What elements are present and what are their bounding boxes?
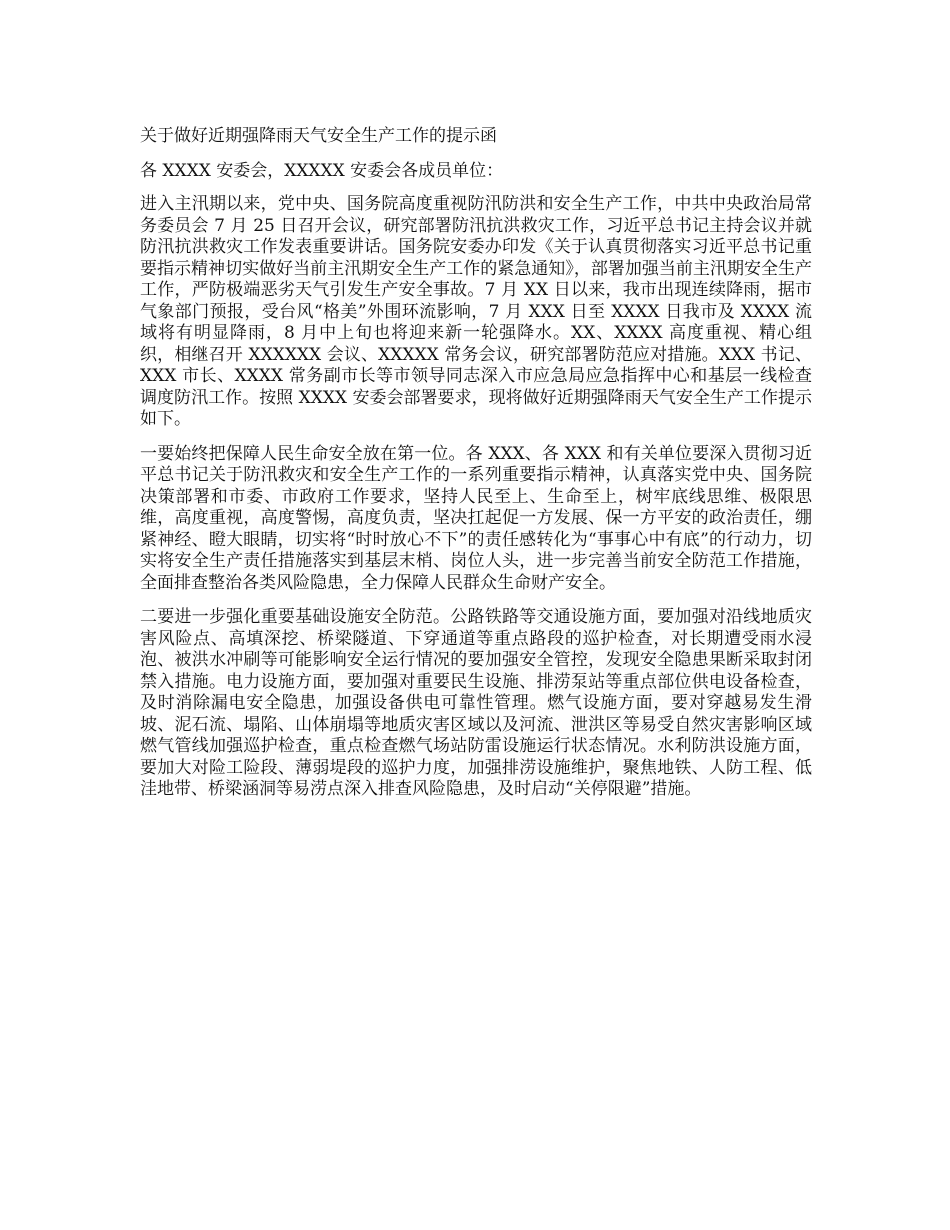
- salutation: 各 XXXX 安委会，XXXXX 安委会各成员单位：: [140, 161, 504, 181]
- document-title: 关于做好近期强降雨天气安全生产工作的提示函: [140, 126, 497, 146]
- paragraph-point-one: 一要始终把保障人民生命安全放在第一位。各 XXX、各 XXX 和有关单位要深入贯彻习近平总书记关于防汛救灾和安全生产工作的一系列重要指示精神，认真落实党中央、国务院决策部署和市委、市政府工作要求，坚持人民至上、生命至上，树牢底线思维、极限思维，高度重视，高度警惕，高度负责，坚决扛起促一方发展、保一方平安的政治责任，绷紧神经、瞪大眼睛，切实将“时时放心不下”的责任感转化为“事事心中有底”的行动力，切实将安全生产责任措施落实到基层末梢、岗位人头，进一步完善当前安全防范工作措施，全面排查整治各类风险隐患，全力保障人民群众生命财产安全。: [140, 443, 812, 593]
- document-page: [140, 124, 812, 814]
- paragraph-point-two: 二要进一步强化重要基础设施安全防范。公路铁路等交通设施方面，要加强对沿线地质灾害风险点、高填深挖、桥梁隧道、下穿通道等重点路段的巡护检查，对长期遭受雨水浸泡、被洪水冲刷等可能影响安全运行情况的要加强安全管控，发现安全隐患果断采取封闭禁入措施。电力设施方面，要加强对重要民生设施、排涝泵站等重点部位供电设备检查，及时消除漏电安全隐患，加强设备供电可靠性管理。燃气设施方面，要对穿越易发生滑坡、泥石流、塌陷、山体崩塌等地质灾害区域以及河流、泄洪区等易受自然灾害影响区域燃气管线加强巡护检查，重点检查燃气场站防雷设施运行状态情况。水利防洪设施方面，要加大对险工险段、薄弱堤段的巡护力度，加强排涝设施维护，聚焦地铁、人防工程、低洼地带、桥梁涵洞等易涝点深入排查风险隐患，及时启动“关停限避”措施。: [140, 607, 812, 799]
- paragraph-intro: 进入主汛期以来，党中央、国务院高度重视防汛防洪和安全生产工作，中共中央政治局常务委员会 7 月 25 日召开会议，研究部署防汛抗洪救灾工作，习近平总书记主持会议并就防汛抗洪救灾工作发表重要讲话。国务院安委办印发《关于认真贯彻落实习近平总书记重要指示精神切实做好当前主汛期安全生产工作的紧急通知》，部署加强当前主汛期安全生产工作，严防极端恶劣天气引发生产安全事故。7 月 XX 日以来，我市出现连续降雨，据市气象部门预报，受台风“格美”外围环流影响，7 月 XXX 日至 XXXX 日我市及 XXXX 流域将有明显降雨，8 月中上旬也将迎来新一轮强降水。XX、XXXX 高度重视、精心组织，相继召开 XXXXXX 会议、XXXXX 常务会议，研究部署防范应对措施。XXX 书记、XXX 市长、XXXX 常务副市长等市领导同志深入市应急局应急指挥中心和基层一线检查调度防汛工作。按照 XXXX 安委会部署要求，现将做好近期强降雨天气安全生产工作提示如下。: [140, 194, 812, 429]
